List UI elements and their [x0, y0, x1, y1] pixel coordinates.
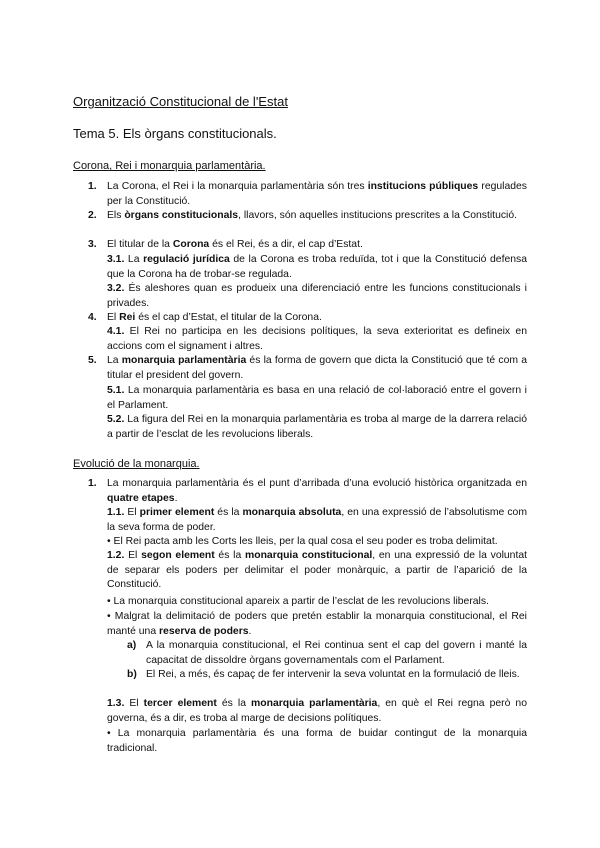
sub-item: 3.2. És aleshores quan es produeix una diferenciació entre les funcions constitucionals i privades.	[107, 283, 527, 309]
bullet-item: • Malgrat la delimitació de poders que pretén establir la monarquia constitucional, el Rei manté una reserva de poders.	[107, 611, 527, 637]
letter-marker: b)	[127, 669, 137, 680]
sub-item: 4.1. El Rei no participa en les decisions polítiques, la seva exterioritat es defineix en accions com el signament i altres.	[107, 326, 527, 352]
sub-item: 1.3. El tercer element és la monarquia parlamentària, en què el Rei regna però no governa, és a dir, es troba al marge de decisions polítiques.	[107, 698, 527, 724]
sub-item: 5.1. La monarquia parlamentària es basa en una relació de col·laboració entre el govern i el Parlament.	[107, 385, 527, 411]
section-heading-evolucio: Evolució de la monarquia.	[73, 458, 200, 470]
list-number: 1.	[88, 478, 97, 489]
list-item: Els òrgans constitucionals, llavors, són aquelles institucions prescrites a la Constitució.	[107, 210, 518, 221]
list-item: El Rei és el cap d’Estat, el titular de la Corona.	[107, 312, 322, 323]
bullet-item: • La monarquia parlamentària és una forma de buidar contingut de la monarquia tradicional.	[107, 728, 527, 754]
sub-item: 1.1. El primer element és la monarquia absoluta, en una expressió de l’absolutisme com la seva forma de poder.	[107, 507, 527, 533]
list-number: 1.	[88, 181, 97, 192]
topic-title: Tema 5. Els òrgans constitucionals.	[73, 126, 277, 141]
sub-item: 1.2. El segon element és la monarquia constitucional, en una expressió de la voluntat de separar els poders per delimitar el poder monàrquic, a partir de l’aparició de la Constitució.	[107, 550, 528, 591]
bullet-item: • La monarquia constitucional apareix a partir de l’esclat de les revolucions liberals.	[107, 596, 489, 607]
letter-marker: a)	[127, 640, 137, 651]
sub-item: 3.1. La regulació jurídica de la Corona es troba reduïda, tot i que la Constitució defensa que la Corona ha de trobar-se regulada.	[107, 254, 527, 280]
list-number: 2.	[88, 210, 97, 221]
lettered-item: El Rei, a més, és capaç de fer intervenir la seva voluntat en la formulació de lleis.	[146, 669, 520, 680]
list-number: 3.	[88, 239, 97, 250]
list-item: La monarquia parlamentària és el punt d’arribada d’una evolució històrica organitzada en quatre etapes.	[107, 478, 527, 504]
bullet-item: • El Rei pacta amb les Corts les lleis, per la qual cosa el seu poder es troba delimitat.	[107, 536, 498, 547]
list-item: El titular de la Corona és el Rei, és a dir, el cap d’Estat.	[107, 239, 363, 250]
section-heading-corona: Corona, Rei i monarquia parlamentària.	[73, 160, 266, 172]
sub-item: 5.2. La figura del Rei en la monarquia parlamentària es troba al marge de la darrera relació a partir de l’esclat de les revolucions liberals.	[107, 414, 527, 440]
list-number: 5.	[88, 355, 97, 366]
document-title: Organització Constitucional de l'Estat	[73, 94, 288, 109]
list-item: La Corona, el Rei i la monarquia parlamentària són tres institucions públiques regulades per la Constitució.	[107, 181, 527, 207]
list-item: La monarquia parlamentària és la forma de govern que dicta la Constitució que té com a titular el president del govern.	[107, 355, 527, 381]
list-number: 4.	[88, 312, 97, 323]
lettered-item: A la monarquia constitucional, el Rei continua sent el cap del govern i manté la capacitat de dissoldre òrgans governamentals com el Parlament.	[146, 640, 527, 666]
